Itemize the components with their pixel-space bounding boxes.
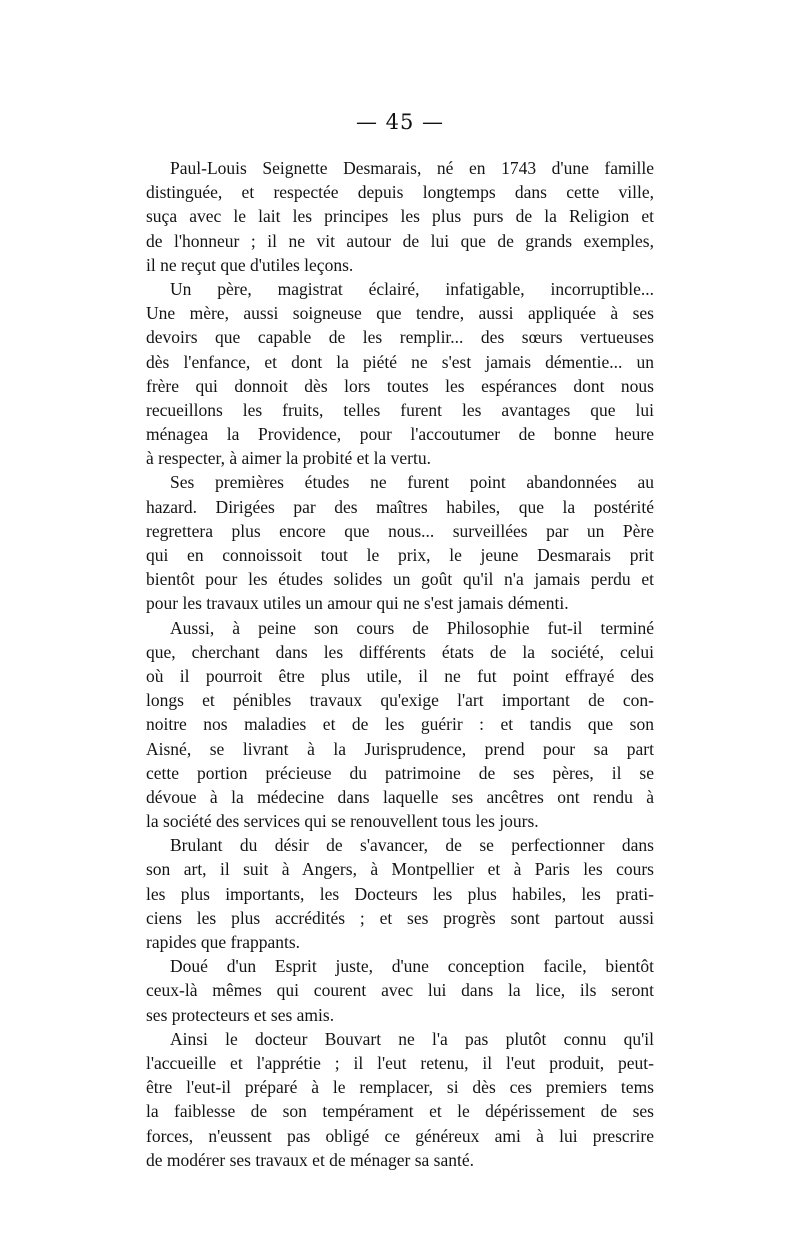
text-line: dévoue à la médecine dans laquelle ses ancêtres ont rendu à [146, 786, 654, 807]
text-line: Brulant du désir de s'avancer, de se perfectionner dans [170, 835, 654, 856]
text-line: devoirs que capable de les remplir... des sœurs vertueuses [146, 327, 654, 348]
text-line: bientôt pour les études solides un goût qu'il n'a jamais perdu et [146, 569, 654, 590]
text-line: forces, n'eussent pas obligé ce généreux ami à lui prescrire [146, 1125, 654, 1146]
text-line: à respecter, à aimer la probité et la vertu. [146, 448, 431, 469]
body-text [146, 156, 654, 1172]
text-line: noitre nos maladies et de les guérir : et tandis que son [146, 714, 654, 735]
text-line: suça avec le lait les principes les plus purs de la Religion et [146, 206, 654, 227]
text-line: il ne reçut que d'utiles leçons. [146, 254, 354, 275]
text-line: son art, il suit à Angers, à Montpellier et à Paris les cours [146, 859, 654, 880]
text-line: où il pourroit être plus utile, il ne fut point effrayé des [146, 665, 654, 686]
text-line: distinguée, et respectée depuis longtemps dans cette ville, [146, 182, 654, 203]
text-line: Ainsi le docteur Bouvart ne l'a pas plutôt connu qu'il [170, 1028, 654, 1049]
page-number: — 45 — [355, 110, 445, 134]
text-line: ciens les plus accrédités ; et ses progrès sont partout aussi [146, 907, 654, 928]
text-line: Aussi, à peine son cours de Philosophie fut-il terminé [170, 617, 654, 638]
text-line: hazard. Dirigées par des maîtres habiles, que la postérité [146, 496, 654, 517]
text-line: Aisné, se livrant à la Jurisprudence, prend pour sa part [146, 738, 654, 759]
text-line: Ses premières études ne furent point abandonnées au [170, 472, 654, 493]
text-line: ses protecteurs et ses amis. [146, 1004, 335, 1025]
text-line: ceux-là mêmes qui courent avec lui dans la lice, ils seront [146, 980, 654, 1001]
text-line: la faiblesse de son tempérament et le dépérissement de ses [146, 1101, 654, 1122]
text-line: Un père, magistrat éclairé, infatigable, incorruptible... [170, 278, 654, 299]
text-line: de l'honneur ; il ne vit autour de lui que de grands exemples, [146, 230, 654, 251]
text-line: être l'eut-il préparé à le remplacer, si dès ces premiers tems [146, 1077, 654, 1098]
text-line: pour les travaux utiles un amour qui ne s'est jamais démenti. [146, 593, 569, 614]
text-line: frère qui donnoit dès lors toutes les espérances dont nous [146, 375, 654, 396]
text-line: longs et pénibles travaux qu'exige l'art important de con- [146, 690, 654, 711]
text-line: de modérer ses travaux et de ménager sa santé. [146, 1149, 474, 1170]
text-line: l'accueille et l'apprétie ; il l'eut retenu, il l'eut produit, peut- [146, 1052, 654, 1073]
text-line: ménagea la Providence, pour l'accoutumer de bonne heure [146, 424, 654, 445]
text-line: cette portion précieuse du patrimoine de ses pères, il se [146, 762, 654, 783]
text-line: Paul-Louis Seignette Desmarais, né en 1743 d'une famille [170, 158, 654, 178]
text-line: la société des services qui se renouvellent tous les jours. [146, 811, 539, 832]
text-line: qui en connoissoit tout le prix, le jeune Desmarais prit [146, 545, 654, 565]
text-line: dès l'enfance, et dont la piété ne s'est jamais démentie... un [146, 351, 654, 372]
text-line: que, cherchant dans les différents états de la société, celui [146, 641, 654, 662]
text-line: rapides que frappants. [146, 932, 301, 952]
text-line: regrettera plus encore que nous... surveillées par un Père [146, 520, 654, 541]
text-line: Doué d'un Esprit juste, d'une conception facile, bientôt [170, 956, 654, 977]
text-line: recueillons les fruits, telles furent les avantages que lui [146, 399, 654, 420]
text-line: les plus importants, les Docteurs les plus habiles, les prati- [146, 883, 654, 904]
text-line: Une mère, aussi soigneuse que tendre, aussi appliquée à ses [146, 303, 654, 324]
